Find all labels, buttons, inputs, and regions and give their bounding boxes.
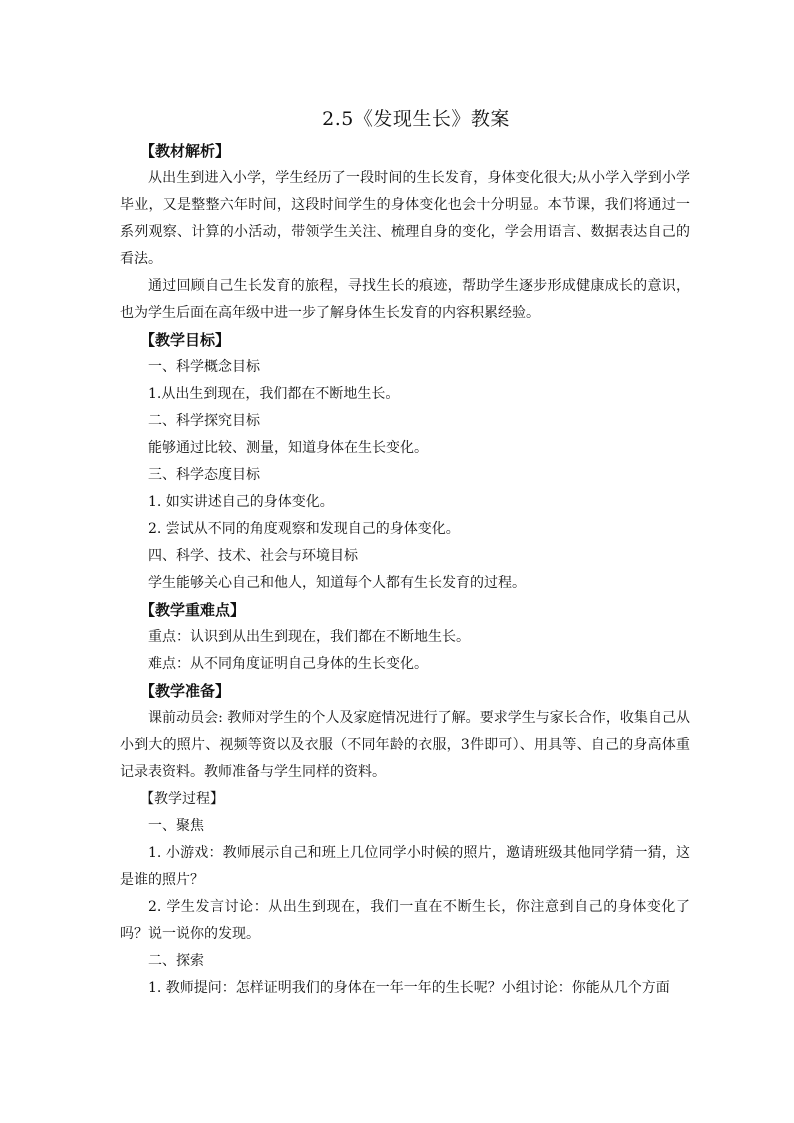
section-heading-key-points: 【教学重难点】 bbox=[140, 601, 246, 619]
section-heading-analysis: 【教材解析】 bbox=[140, 142, 231, 160]
process-step-2-title: 二、探索 bbox=[148, 953, 204, 969]
process-step-1-item-1: 1. 小游戏：教师展示自己和班上几位同学小时候的照片，邀请班级其他同学猜一猜，这是谁的照片？ bbox=[120, 845, 690, 888]
document-page bbox=[120, 100, 690, 1002]
goal-3-title: 三、科学态度目标 bbox=[148, 467, 260, 483]
goal-1-title: 一、科学概念目标 bbox=[148, 359, 260, 375]
section-heading-preparation: 【教学准备】 bbox=[140, 682, 231, 700]
process-step-2-item-1: 1. 教师提问：怎样证明我们的身体在一年一年的生长呢？小组讨论：你能从几个方面 bbox=[148, 980, 670, 996]
goal-4-title: 四、科学、技术、社会与环境目标 bbox=[148, 548, 358, 564]
goal-2-item: 能够通过比较、测量，知道身体在生长变化。 bbox=[148, 440, 428, 456]
goal-1-item: 1.从出生到现在，我们都在不断地生长。 bbox=[148, 386, 400, 402]
difficult-point: 难点：从不同角度证明自己身体的生长变化。 bbox=[148, 656, 428, 672]
goal-4-item: 学生能够关心自己和他人，知道每个人都有生长发育的过程。 bbox=[148, 575, 526, 591]
section-heading-process: 【教学过程】 bbox=[140, 791, 224, 807]
analysis-paragraph-1: 从出生到进入小学，学生经历了一段时间的生长发育，身体变化很大;从小学入学到小学毕业，又是整整六年时间，这段时间学生的身体变化也会十分明显。本节课，我们将通过一系列观察、计算的小活动，带领学生关注、梳理自身的变化，学会用语言、数据表达自己的看法。 bbox=[120, 170, 690, 267]
analysis-paragraph-2: 通过回顾自己生长发育的旅程，寻找生长的痕迹，帮助学生逐步形成健康成长的意识，也为学生后面在高年级中进一步了解身体生长发育的内容积累经验。 bbox=[120, 278, 690, 321]
key-point: 重点：认识到从出生到现在，我们都在不断地生长。 bbox=[148, 629, 470, 645]
preparation-paragraph: 课前动员会: 教师对学生的个人及家庭情况进行了解。要求学生与家长合作，收集自己从小到大的照片、视频等资以及衣服（不同年龄的衣服，3件即可）、用具等、自己的身高体重记录表资料。教师准备与学生同样的资料。 bbox=[120, 710, 690, 780]
goal-2-title: 二、科学探究目标 bbox=[148, 413, 260, 429]
goal-3-item-2: 2. 尝试从不同的角度观察和发现自己的身体变化。 bbox=[148, 521, 460, 537]
section-heading-goals: 【教学目标】 bbox=[140, 331, 231, 349]
document-title: 2.5《发现生长》教案 bbox=[322, 108, 510, 130]
goal-3-item-1: 1. 如实讲述自己的身体变化。 bbox=[148, 494, 334, 510]
process-step-1-title: 一、聚焦 bbox=[148, 818, 204, 834]
process-step-1-item-2: 2. 学生发言讨论：从出生到现在，我们一直在不断生长，你注意到自己的身体变化了吗？说一说你的发现。 bbox=[120, 899, 690, 942]
